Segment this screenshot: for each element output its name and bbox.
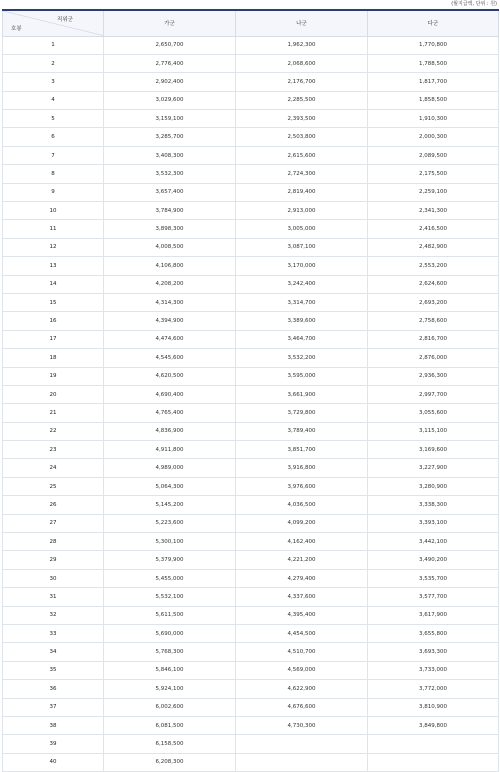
ga-amount-cell: 6,158,500 (104, 735, 236, 753)
grade-cell: 31 (3, 588, 104, 606)
table-row (3, 496, 499, 514)
table-row (3, 477, 499, 495)
da-amount-cell: 3,490,200 (368, 551, 499, 569)
na-amount-cell: 3,170,000 (236, 257, 368, 275)
da-amount-cell: 1,910,300 (368, 110, 499, 128)
da-amount-cell: 2,000,300 (368, 128, 499, 146)
table-row (3, 91, 499, 109)
table-row (3, 588, 499, 606)
grade-cell: 25 (3, 477, 104, 495)
da-amount-cell: 1,817,700 (368, 73, 499, 91)
table-row (3, 238, 499, 256)
da-amount-cell: 1,770,800 (368, 36, 499, 54)
da-amount-cell: 2,816,700 (368, 330, 499, 348)
na-amount-cell: 4,395,400 (236, 606, 368, 624)
table-row (3, 349, 499, 367)
grade-step-label: 호봉 (11, 25, 22, 32)
table-row (3, 716, 499, 734)
table-row (3, 257, 499, 275)
da-amount-cell: 2,175,500 (368, 165, 499, 183)
table-row (3, 367, 499, 385)
table-row (3, 643, 499, 661)
ga-amount-cell: 6,081,500 (104, 716, 236, 734)
na-amount-cell: 2,615,600 (236, 146, 368, 164)
na-amount-cell: 4,622,900 (236, 680, 368, 698)
da-amount-cell: 3,617,900 (368, 606, 499, 624)
table-row (3, 680, 499, 698)
da-amount-cell: 2,259,100 (368, 183, 499, 201)
grade-cell: 26 (3, 496, 104, 514)
grade-cell: 19 (3, 367, 104, 385)
na-amount-cell: 1,962,300 (236, 36, 368, 54)
grade-cell: 5 (3, 110, 104, 128)
grade-cell: 39 (3, 735, 104, 753)
ga-amount-cell: 2,650,700 (104, 36, 236, 54)
table-row (3, 422, 499, 440)
grade-cell: 6 (3, 128, 104, 146)
grade-cell: 4 (3, 91, 104, 109)
na-amount-cell: 3,464,700 (236, 330, 368, 348)
grade-cell: 33 (3, 625, 104, 643)
na-amount-cell: 3,661,900 (236, 385, 368, 403)
da-amount-cell (368, 753, 499, 771)
na-amount-cell: 3,595,000 (236, 367, 368, 385)
table-row (3, 275, 499, 293)
table-row (3, 293, 499, 311)
da-amount-cell: 3,393,100 (368, 514, 499, 532)
grade-cell: 37 (3, 698, 104, 716)
table-row (3, 551, 499, 569)
ga-amount-cell: 2,902,400 (104, 73, 236, 91)
da-amount-cell: 2,624,600 (368, 275, 499, 293)
da-amount-cell: 2,693,200 (368, 293, 499, 311)
grade-cell: 24 (3, 459, 104, 477)
da-amount-cell: 1,858,500 (368, 91, 499, 109)
grade-cell: 34 (3, 643, 104, 661)
ga-amount-cell: 3,784,900 (104, 202, 236, 220)
da-amount-cell: 2,997,700 (368, 385, 499, 403)
table-row (3, 202, 499, 220)
ga-amount-cell: 4,545,600 (104, 349, 236, 367)
na-amount-cell: 4,162,400 (236, 533, 368, 551)
ga-amount-cell: 5,064,300 (104, 477, 236, 495)
na-amount-cell: 2,068,600 (236, 54, 368, 72)
da-amount-cell: 3,055,600 (368, 404, 499, 422)
table-row (3, 569, 499, 587)
grade-cell: 23 (3, 441, 104, 459)
table-row (3, 404, 499, 422)
na-amount-cell (236, 753, 368, 771)
na-amount-cell: 3,532,200 (236, 349, 368, 367)
grade-cell: 35 (3, 661, 104, 679)
na-amount-cell: 2,503,800 (236, 128, 368, 146)
da-amount-cell: 3,772,000 (368, 680, 499, 698)
da-amount-cell: 2,416,500 (368, 220, 499, 238)
table-row (3, 312, 499, 330)
table-row (3, 514, 499, 532)
na-amount-cell: 4,279,400 (236, 569, 368, 587)
na-amount-cell: 3,087,100 (236, 238, 368, 256)
table-row (3, 220, 499, 238)
da-amount-cell: 2,482,900 (368, 238, 499, 256)
grade-cell: 15 (3, 293, 104, 311)
da-amount-cell: 3,655,800 (368, 625, 499, 643)
table-row (3, 165, 499, 183)
table-body (3, 36, 499, 772)
da-amount-cell: 3,442,100 (368, 533, 499, 551)
ga-amount-cell: 5,455,000 (104, 569, 236, 587)
ga-amount-cell: 5,532,100 (104, 588, 236, 606)
ga-amount-cell: 4,989,000 (104, 459, 236, 477)
grade-cell: 22 (3, 422, 104, 440)
da-amount-cell: 3,338,300 (368, 496, 499, 514)
ga-amount-cell: 4,911,800 (104, 441, 236, 459)
na-amount-cell: 4,221,200 (236, 551, 368, 569)
ga-amount-cell: 4,008,500 (104, 238, 236, 256)
table-row (3, 459, 499, 477)
ga-amount-cell: 3,159,100 (104, 110, 236, 128)
na-amount-cell: 2,393,500 (236, 110, 368, 128)
table-row (3, 183, 499, 201)
da-amount-cell: 3,115,100 (368, 422, 499, 440)
da-amount-cell: 3,849,800 (368, 716, 499, 734)
ga-amount-cell: 4,106,800 (104, 257, 236, 275)
ga-amount-cell: 3,029,600 (104, 91, 236, 109)
ga-amount-cell: 5,768,300 (104, 643, 236, 661)
da-amount-cell (368, 735, 499, 753)
table-row (3, 385, 499, 403)
da-amount-cell: 2,089,500 (368, 146, 499, 164)
grade-cell: 13 (3, 257, 104, 275)
diagonal-header-cell (3, 10, 104, 36)
da-amount-cell: 3,280,900 (368, 477, 499, 495)
grade-cell: 12 (3, 238, 104, 256)
grade-cell: 29 (3, 551, 104, 569)
ga-amount-cell: 5,690,000 (104, 625, 236, 643)
grade-cell: 2 (3, 54, 104, 72)
na-amount-cell: 4,036,500 (236, 496, 368, 514)
na-amount-cell: 3,851,700 (236, 441, 368, 459)
column-header-ga: 가군 (104, 10, 236, 36)
grade-cell: 17 (3, 330, 104, 348)
da-amount-cell: 2,936,300 (368, 367, 499, 385)
da-amount-cell: 1,788,500 (368, 54, 499, 72)
table-row (3, 441, 499, 459)
table-header-row (3, 10, 499, 36)
grade-cell: 28 (3, 533, 104, 551)
ga-amount-cell: 4,690,400 (104, 385, 236, 403)
ga-amount-cell: 6,208,300 (104, 753, 236, 771)
grade-cell: 9 (3, 183, 104, 201)
grade-cell: 36 (3, 680, 104, 698)
ga-amount-cell: 5,145,200 (104, 496, 236, 514)
na-amount-cell: 2,176,700 (236, 73, 368, 91)
grade-cell: 20 (3, 385, 104, 403)
na-amount-cell (236, 735, 368, 753)
table-row (3, 146, 499, 164)
table-row (3, 54, 499, 72)
ga-amount-cell: 3,408,300 (104, 146, 236, 164)
na-amount-cell: 3,005,000 (236, 220, 368, 238)
da-amount-cell: 3,169,600 (368, 441, 499, 459)
table-row (3, 533, 499, 551)
grade-cell: 11 (3, 220, 104, 238)
table-row (3, 735, 499, 753)
na-amount-cell: 2,285,500 (236, 91, 368, 109)
ga-amount-cell: 5,300,100 (104, 533, 236, 551)
ga-amount-cell: 4,836,900 (104, 422, 236, 440)
na-amount-cell: 3,242,400 (236, 275, 368, 293)
ga-amount-cell: 4,394,900 (104, 312, 236, 330)
grade-cell: 18 (3, 349, 104, 367)
na-amount-cell: 3,389,600 (236, 312, 368, 330)
na-amount-cell: 2,913,000 (236, 202, 368, 220)
da-amount-cell: 3,577,700 (368, 588, 499, 606)
table-row (3, 625, 499, 643)
unit-note: (월지급액, 단위 : 원) (451, 1, 497, 7)
table-row (3, 753, 499, 771)
ga-amount-cell: 3,285,700 (104, 128, 236, 146)
ga-amount-cell: 5,611,500 (104, 606, 236, 624)
grade-cell: 10 (3, 202, 104, 220)
na-amount-cell: 4,099,200 (236, 514, 368, 532)
na-amount-cell: 3,314,700 (236, 293, 368, 311)
salary-table (2, 9, 499, 772)
table-row (3, 110, 499, 128)
table-row (3, 128, 499, 146)
table-row (3, 698, 499, 716)
da-amount-cell: 2,758,600 (368, 312, 499, 330)
ga-amount-cell: 4,208,200 (104, 275, 236, 293)
da-amount-cell: 3,733,000 (368, 661, 499, 679)
grade-cell: 27 (3, 514, 104, 532)
ga-amount-cell: 4,620,500 (104, 367, 236, 385)
da-amount-cell: 3,535,700 (368, 569, 499, 587)
table-row (3, 330, 499, 348)
ga-amount-cell: 3,657,400 (104, 183, 236, 201)
grade-cell: 32 (3, 606, 104, 624)
da-amount-cell: 3,693,300 (368, 643, 499, 661)
na-amount-cell: 2,819,400 (236, 183, 368, 201)
ga-amount-cell: 3,532,300 (104, 165, 236, 183)
column-header-na: 나군 (236, 10, 368, 36)
ga-amount-cell: 4,474,600 (104, 330, 236, 348)
da-amount-cell: 2,553,200 (368, 257, 499, 275)
na-amount-cell: 3,789,400 (236, 422, 368, 440)
da-amount-cell: 2,341,300 (368, 202, 499, 220)
grade-cell: 16 (3, 312, 104, 330)
ga-amount-cell: 3,898,300 (104, 220, 236, 238)
column-header-da: 다군 (368, 10, 499, 36)
na-amount-cell: 4,676,600 (236, 698, 368, 716)
da-amount-cell: 2,876,000 (368, 349, 499, 367)
ga-amount-cell: 6,002,600 (104, 698, 236, 716)
na-amount-cell: 2,724,300 (236, 165, 368, 183)
grade-cell: 1 (3, 36, 104, 54)
grade-cell: 38 (3, 716, 104, 734)
grade-cell: 7 (3, 146, 104, 164)
ga-amount-cell: 5,379,900 (104, 551, 236, 569)
grade-cell: 40 (3, 753, 104, 771)
na-amount-cell: 4,337,600 (236, 588, 368, 606)
na-amount-cell: 4,454,500 (236, 625, 368, 643)
table-row (3, 36, 499, 54)
grade-cell: 8 (3, 165, 104, 183)
position-group-label: 직위군 (57, 17, 73, 23)
na-amount-cell: 3,916,800 (236, 459, 368, 477)
na-amount-cell: 4,730,300 (236, 716, 368, 734)
grade-cell: 14 (3, 275, 104, 293)
table-row (3, 661, 499, 679)
na-amount-cell: 3,729,800 (236, 404, 368, 422)
ga-amount-cell: 5,846,100 (104, 661, 236, 679)
ga-amount-cell: 4,314,300 (104, 293, 236, 311)
na-amount-cell: 3,976,600 (236, 477, 368, 495)
da-amount-cell: 3,227,900 (368, 459, 499, 477)
ga-amount-cell: 4,765,400 (104, 404, 236, 422)
da-amount-cell: 3,810,900 (368, 698, 499, 716)
na-amount-cell: 4,510,700 (236, 643, 368, 661)
grade-cell: 3 (3, 73, 104, 91)
table-row (3, 606, 499, 624)
na-amount-cell: 4,569,000 (236, 661, 368, 679)
ga-amount-cell: 5,924,100 (104, 680, 236, 698)
ga-amount-cell: 5,223,600 (104, 514, 236, 532)
grade-cell: 21 (3, 404, 104, 422)
ga-amount-cell: 2,776,400 (104, 54, 236, 72)
table-row (3, 73, 499, 91)
grade-cell: 30 (3, 569, 104, 587)
